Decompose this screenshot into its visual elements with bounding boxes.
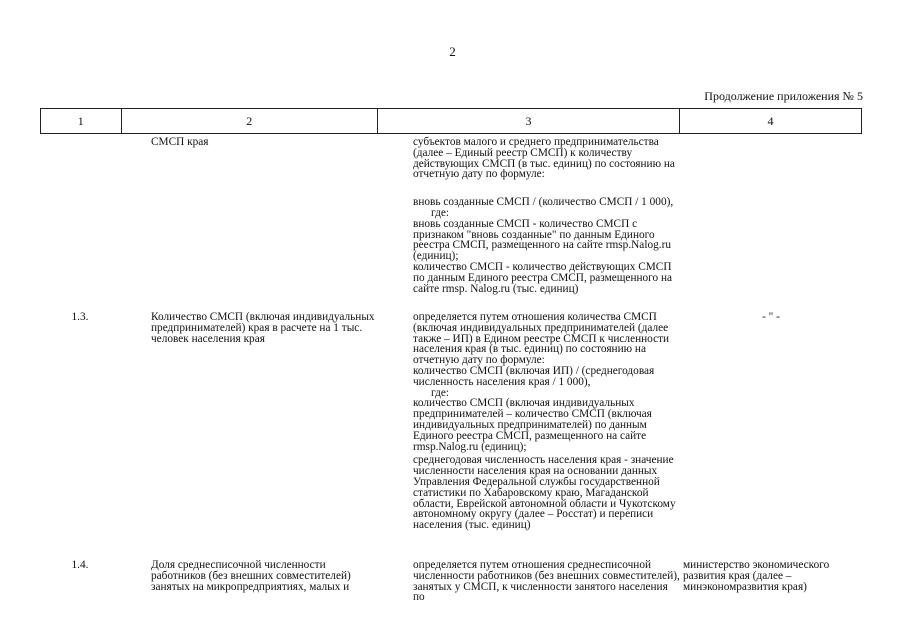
method-text: определяется путем отношения количества СМСП (включая индивидуальных предпринимателей (далее также – ИП) в Едином реестре СМСП к численности населения края (в тыс. единиц) по состоянию на отчетную дату по формуле: <box>413 311 670 367</box>
method-text: определяется путем отношения среднесписочной численности работников (без внешних совместителей), занятых у СМСП, к численности занятого населения по <box>413 559 680 604</box>
column-header-1: 1 <box>77 113 84 128</box>
table-header-row <box>40 108 862 134</box>
table-row <box>40 137 862 294</box>
method-definition: количество СМСП (включая индивидуальных предпринимателей – количество СМСП (включая индивидуальных предпринимателей) по данным Единого реестра СМСП, размещенного на сайте rmsp.Nalog.ru (единиц); <box>413 397 652 453</box>
indicator-method <box>377 137 680 294</box>
table-row <box>40 312 862 531</box>
column-header-2: 2 <box>121 109 377 133</box>
table-row <box>40 560 862 603</box>
indicator-name: Доля среднесписочной численности работников (без внешних совместителей) занятых на микропредприятиях, малых и <box>151 559 351 593</box>
responsible: - " - <box>762 311 780 323</box>
column-header-4: 4 <box>679 109 861 133</box>
responsible <box>680 137 862 294</box>
row-number: 1.3. <box>71 311 89 323</box>
method-definition: количество СМСП - количество действующих СМСП по данным Единого реестра СМСП, размещенного на сайте rmsp. Nalog.ru (тыс. единиц) <box>413 260 673 295</box>
page-number: 2 <box>449 44 456 59</box>
method-formula: вновь созданные СМСП / (количество СМСП / 1 000), <box>413 196 674 209</box>
method-where: где: <box>431 206 449 219</box>
indicator-name: Количество СМСП (включая индивидуальных предпринимателей) края в расчете на 1 тыс. человек населения края <box>151 311 375 345</box>
method-definition: вновь созданные СМСП - количество СМСП с признаком "вновь созданные" по данным Единого реестра СМСП, размещенного на сайте rmsp.Nalog.ru (единиц); <box>413 217 671 263</box>
indicator-name: СМСП края <box>151 136 209 148</box>
row-number: 1.4. <box>71 559 89 571</box>
indicator-method <box>377 560 680 603</box>
indicator-method <box>377 312 680 531</box>
row-number <box>40 137 120 294</box>
column-header-3: 3 <box>377 109 679 133</box>
responsible: министерство экономического развития края (далее – минэкономразвития края) <box>683 559 830 593</box>
method-definition: среднегодовая численность населения края - значение численности населения края на основании данных Управления Федеральной службы государственной статистики по Хабаровскому краю, Магаданской области, Еврейской автономной области и Чукотскому автономному округу (далее – Росстат) и переписи населения (тыс. единиц) <box>413 454 676 532</box>
continuation-label: Продолжение приложения № 5 <box>704 89 863 103</box>
method-where: где: <box>431 386 449 399</box>
method-formula: количество СМСП (включая ИП) / (среднегодовая численность населения края / 1 000), <box>413 364 655 388</box>
method-text: субъектов малого и среднего предпринимательства (далее – Единый реестр СМСП) к количеству действующих СМСП (в тыс. единиц) по состоянию на отчетную дату по формуле: <box>413 136 675 181</box>
